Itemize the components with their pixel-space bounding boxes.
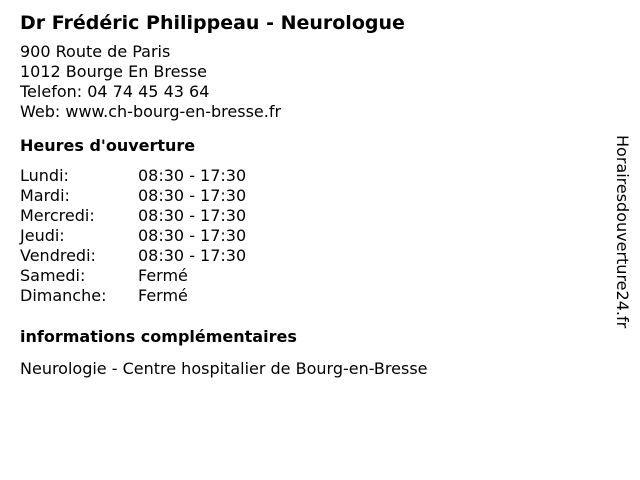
hours-row bbox=[20, 246, 600, 266]
time-value: 08:30 - 17:30 bbox=[138, 186, 247, 205]
day-label: Mardi: bbox=[20, 186, 70, 205]
time-value: 08:30 - 17:30 bbox=[138, 166, 247, 185]
day-label: Vendredi: bbox=[20, 246, 96, 265]
hours-row bbox=[20, 286, 600, 306]
hours-row bbox=[20, 186, 600, 206]
hours-row bbox=[20, 226, 600, 246]
website-link[interactable]: Web: www.ch-bourg-en-bresse.fr bbox=[20, 102, 282, 121]
info-text: Neurologie - Centre hospitalier de Bourg-en-Bresse bbox=[20, 359, 428, 378]
hours-row bbox=[20, 206, 600, 226]
hours-row bbox=[20, 166, 600, 186]
time-value: 08:30 - 17:30 bbox=[138, 246, 247, 265]
info-heading: informations complémentaires bbox=[20, 327, 297, 346]
day-label: Dimanche: bbox=[20, 286, 107, 305]
hours-table bbox=[20, 166, 600, 306]
address-block bbox=[20, 42, 600, 122]
day-label: Mercredi: bbox=[20, 206, 95, 225]
address-street: 900 Route de Paris bbox=[20, 42, 171, 61]
page-title: Dr Frédéric Philippeau - Neurologue bbox=[20, 12, 405, 34]
day-label: Samedi: bbox=[20, 266, 86, 285]
hours-row bbox=[20, 266, 600, 286]
day-label: Jeudi: bbox=[20, 226, 65, 245]
listing-card bbox=[20, 10, 600, 379]
address-city: 1012 Bourge En Bresse bbox=[20, 62, 207, 81]
brand-watermark: Horairesdouverture24.fr bbox=[613, 135, 632, 329]
time-value: Fermé bbox=[138, 266, 188, 285]
phone-number[interactable]: Telefon: 04 74 45 43 64 bbox=[20, 82, 210, 101]
hours-heading: Heures d'ouverture bbox=[20, 136, 196, 155]
time-value: Fermé bbox=[138, 286, 188, 305]
time-value: 08:30 - 17:30 bbox=[138, 206, 247, 225]
day-label: Lundi: bbox=[20, 166, 69, 185]
time-value: 08:30 - 17:30 bbox=[138, 226, 247, 245]
